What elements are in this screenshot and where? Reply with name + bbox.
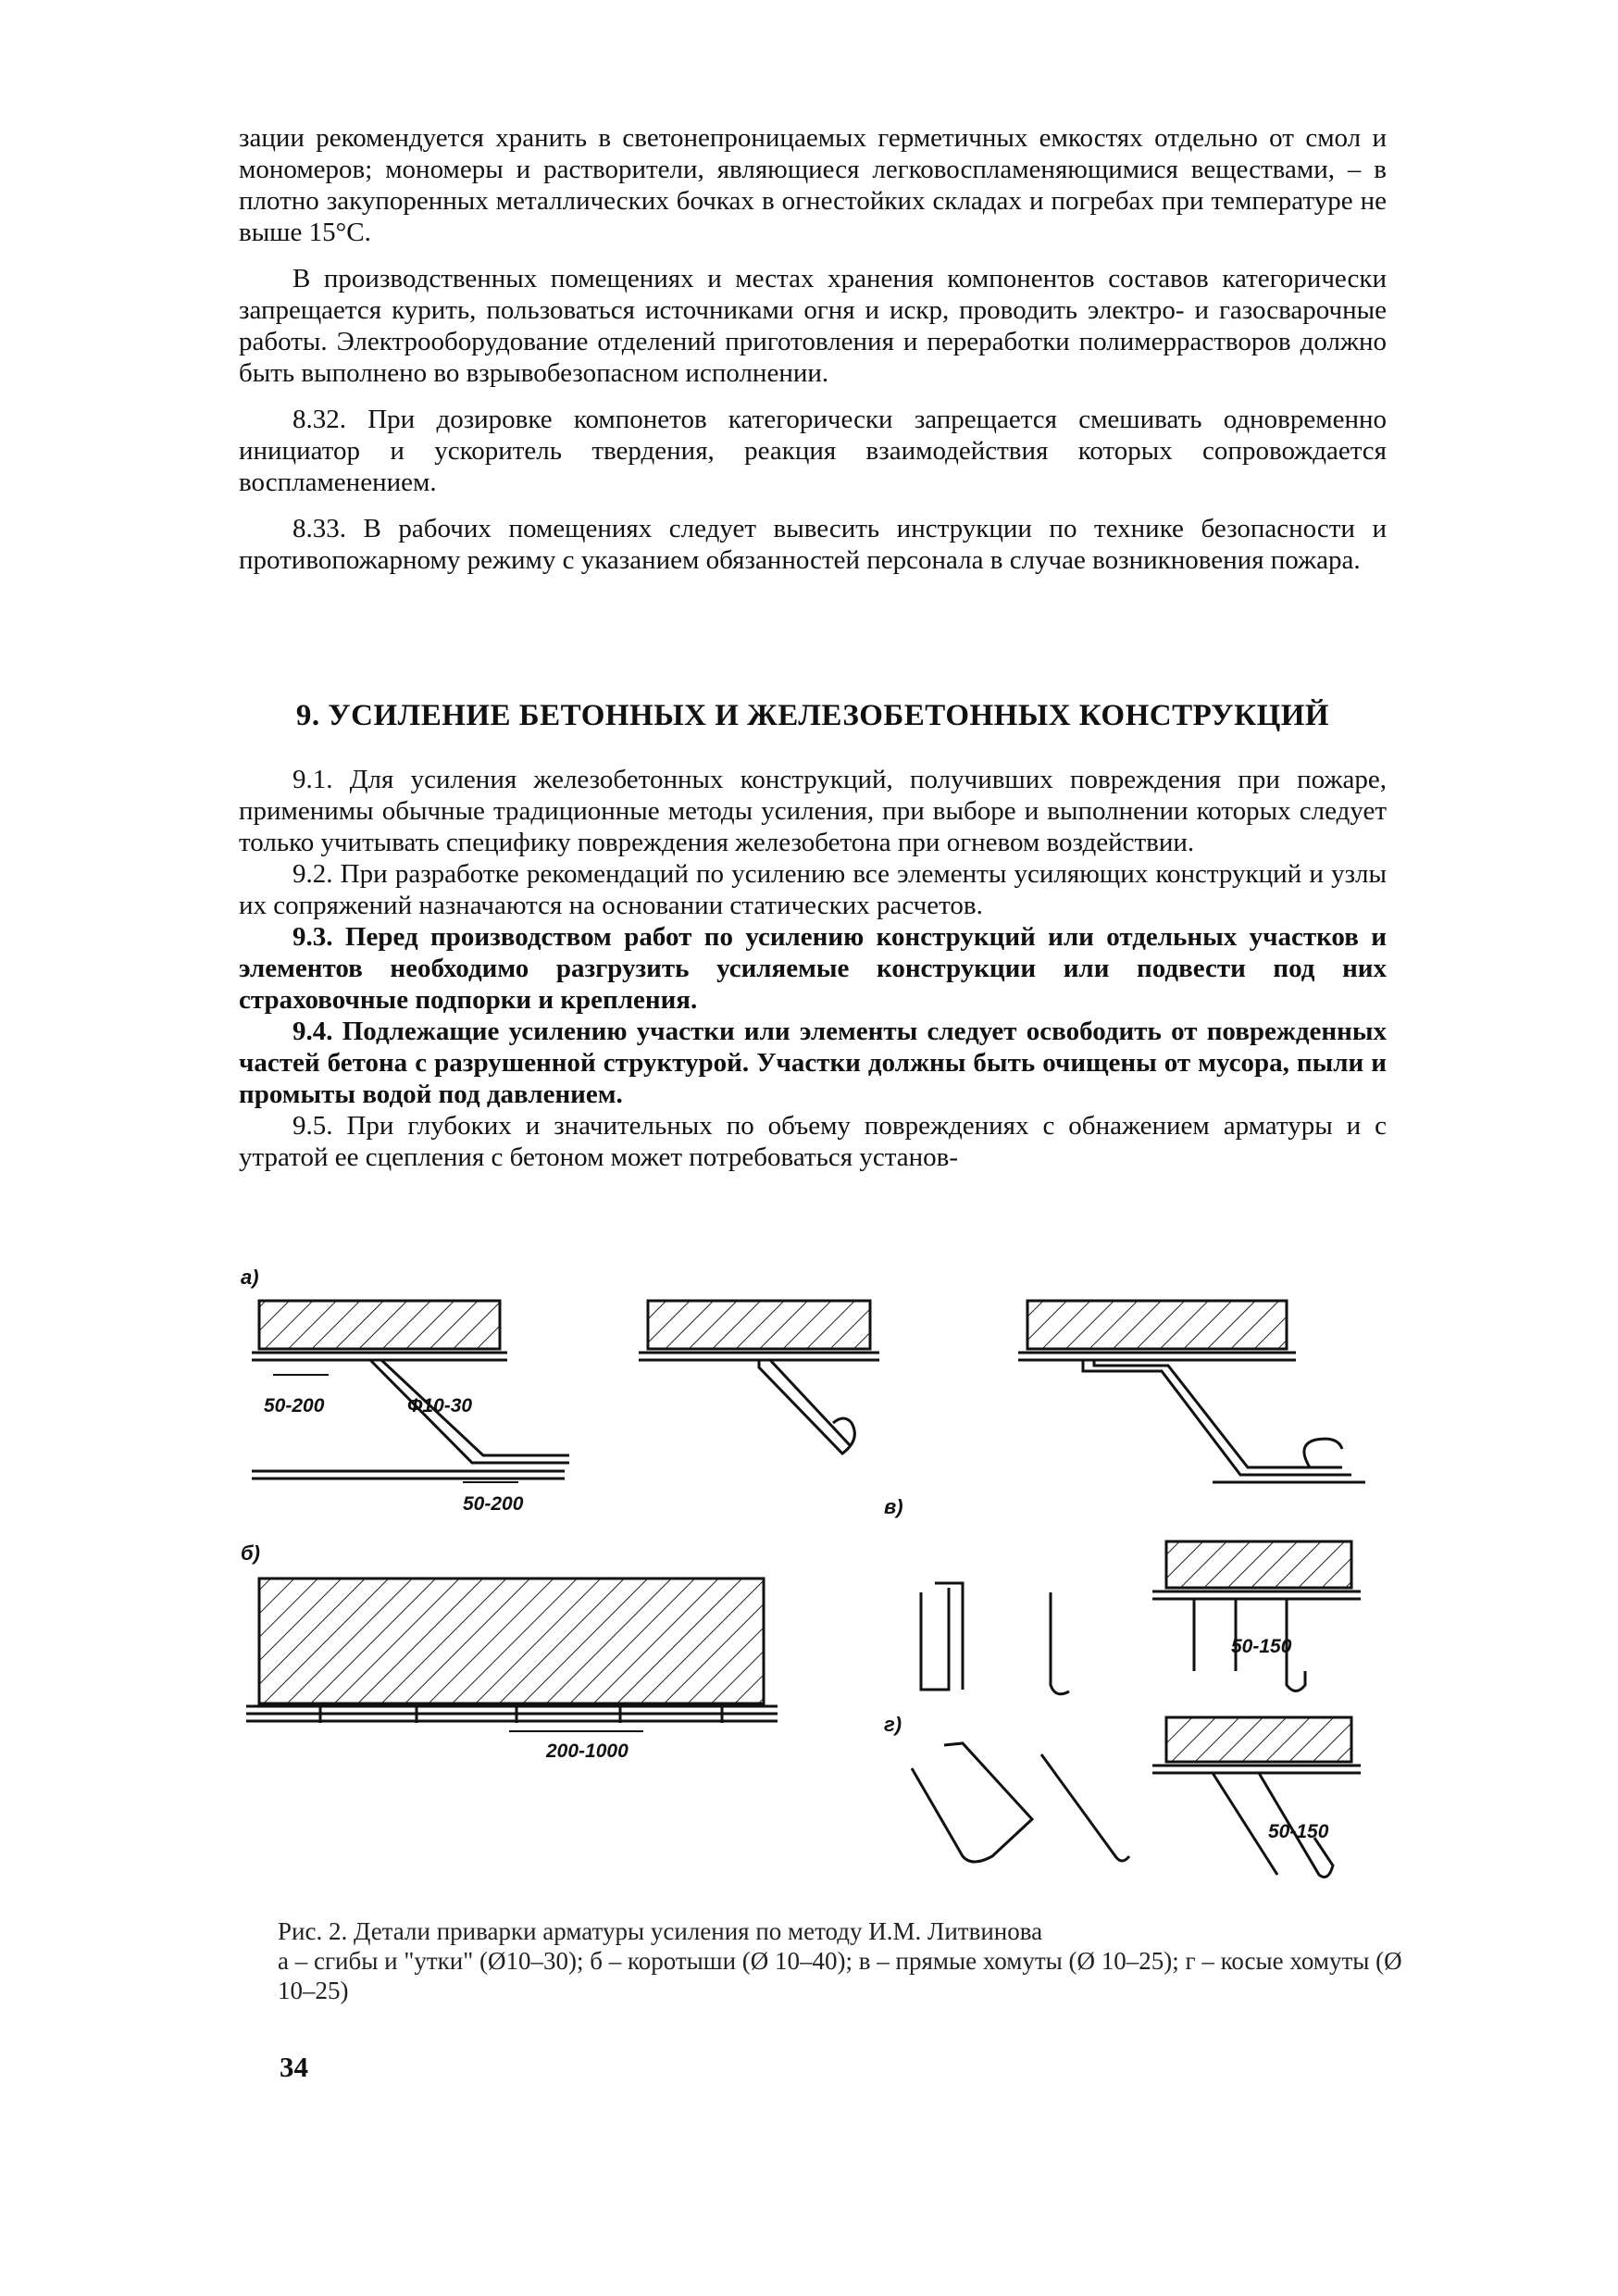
dimension-a-overlap: 50-200	[463, 1493, 524, 1515]
section-9	[239, 699, 1387, 733]
straight-stirrup-v1	[921, 1588, 949, 1690]
text-block-top	[239, 122, 1387, 576]
paragraph-9-5: 9.5. При глубоких и значительных по объему повреждениях с обнажением арматуры и с утратой ее сцепления с бетоном может потребоваться установ-	[239, 1111, 1387, 1172]
caption-legend: а – сгибы и "утки" (Ø10–30); б – коротыши (Ø 10–40); в – прямые хомуты (Ø 10–25); г – косые хомуты (Ø 10–25)	[278, 1947, 1402, 2004]
bent-bar-a3	[1083, 1360, 1351, 1475]
paragraph-9-3: 9.3. Перед производством работ по усилению конструкций или отдельных участков и элементов необходимо разгрузить усиляемые конструкции или подвести под них страховочные подпорки и крепления.	[239, 922, 1387, 1015]
caption-title: Рис. 2. Детали приварки арматуры усиления по методу И.М. Литвинова	[278, 1917, 1043, 1945]
oblique-stirrup-g2	[1041, 1754, 1129, 1861]
figure-label-g: г)	[884, 1713, 902, 1736]
hook-bar-a2	[759, 1360, 854, 1454]
concrete-block-a3	[1027, 1301, 1287, 1349]
dimension-b-spacing: 200-1000	[546, 1741, 629, 1762]
section-heading: 9. УСИЛЕНИЕ БЕТОННЫХ И ЖЕЛЕЗОБЕТОННЫХ КОНСТРУКЦИЙ	[295, 699, 1330, 732]
paragraph-8-32: 8.32. При дозировке компонетов категорически запрещается смешивать одновременно инициатор и ускоритель твердения, реакция взаимодействия которых сопровождается воспламенением.	[239, 405, 1387, 497]
paragraph-fire-safety: В производственных помещениях и местах хранения компонентов составов категорически запрещается курить, пользоваться источниками огня и искр, проводить электро- и газосварочные работы. Электрооборудование отделений приготовления и переработки полимеррастворов должно быть выполнено во взрывобезопасном исполнении.	[239, 264, 1387, 388]
page-number: 34	[280, 2051, 308, 2083]
paragraph-9-4: 9.4. Подлежащие усилению участки или элементы следует освободить от поврежденных частей бетона с разрушенной структурой. Участки должны быть очищены от мусора, пыли и промыты водой под давлением.	[239, 1017, 1387, 1109]
concrete-block-a2	[648, 1301, 870, 1349]
figure-label-a: а)	[241, 1266, 259, 1289]
straight-stirrup-v2	[1051, 1592, 1069, 1694]
dimension-a-spacing: 50-200	[264, 1395, 325, 1416]
paragraph-8-33: 8.33. В рабочих помещениях следует вывесить инструкции по технике безопасности и противопожарному режиму с указанием обязанностей персонала в случае возникновения пожара.	[239, 514, 1387, 575]
concrete-block-v	[1166, 1541, 1351, 1588]
concrete-block-a1	[259, 1301, 500, 1349]
figure-caption	[278, 1916, 1416, 2005]
oblique-stirrup-g1	[912, 1743, 1032, 1862]
paragraph-9-2: 9.2. При разработке рекомендаций по усилению все элементы усиляющих конструкций и узлы их сопряжений назначаются на основании статических расчетов.	[239, 859, 1387, 920]
paragraph-9-1: 9.1. Для усиления железобетонных конструкций, получивших повреждения при пожаре, применимы обычные традиционные методы усиления, при выборе и выполнении которых следует только учитывать специфику повреждения железобетона при огневом воздействии.	[239, 765, 1387, 857]
figure-label-b: б)	[241, 1541, 260, 1565]
concrete-block-g	[1166, 1717, 1351, 1762]
text-block-section-9	[239, 764, 1387, 1173]
dimension-a-diameter: Ф10-30	[407, 1395, 473, 1416]
dimension-g-spacing: 50-150	[1268, 1821, 1329, 1842]
paragraph-storage: зации рекомендуется хранить в светонепроницаемых герметичных емкостях отдельно от смол и мономеров; мономеры и растворители, являющиеся легковоспламеняющимися веществами, – в плотно закупоренных металлических бочках в огнестойких складах и погребах при температуре не выше 15°С.	[239, 123, 1387, 247]
reinforcement-figure	[231, 1264, 1435, 1912]
figure-label-v: в)	[884, 1495, 903, 1518]
dimension-v-spacing: 50-150	[1231, 1636, 1292, 1657]
concrete-block-b	[259, 1578, 764, 1703]
